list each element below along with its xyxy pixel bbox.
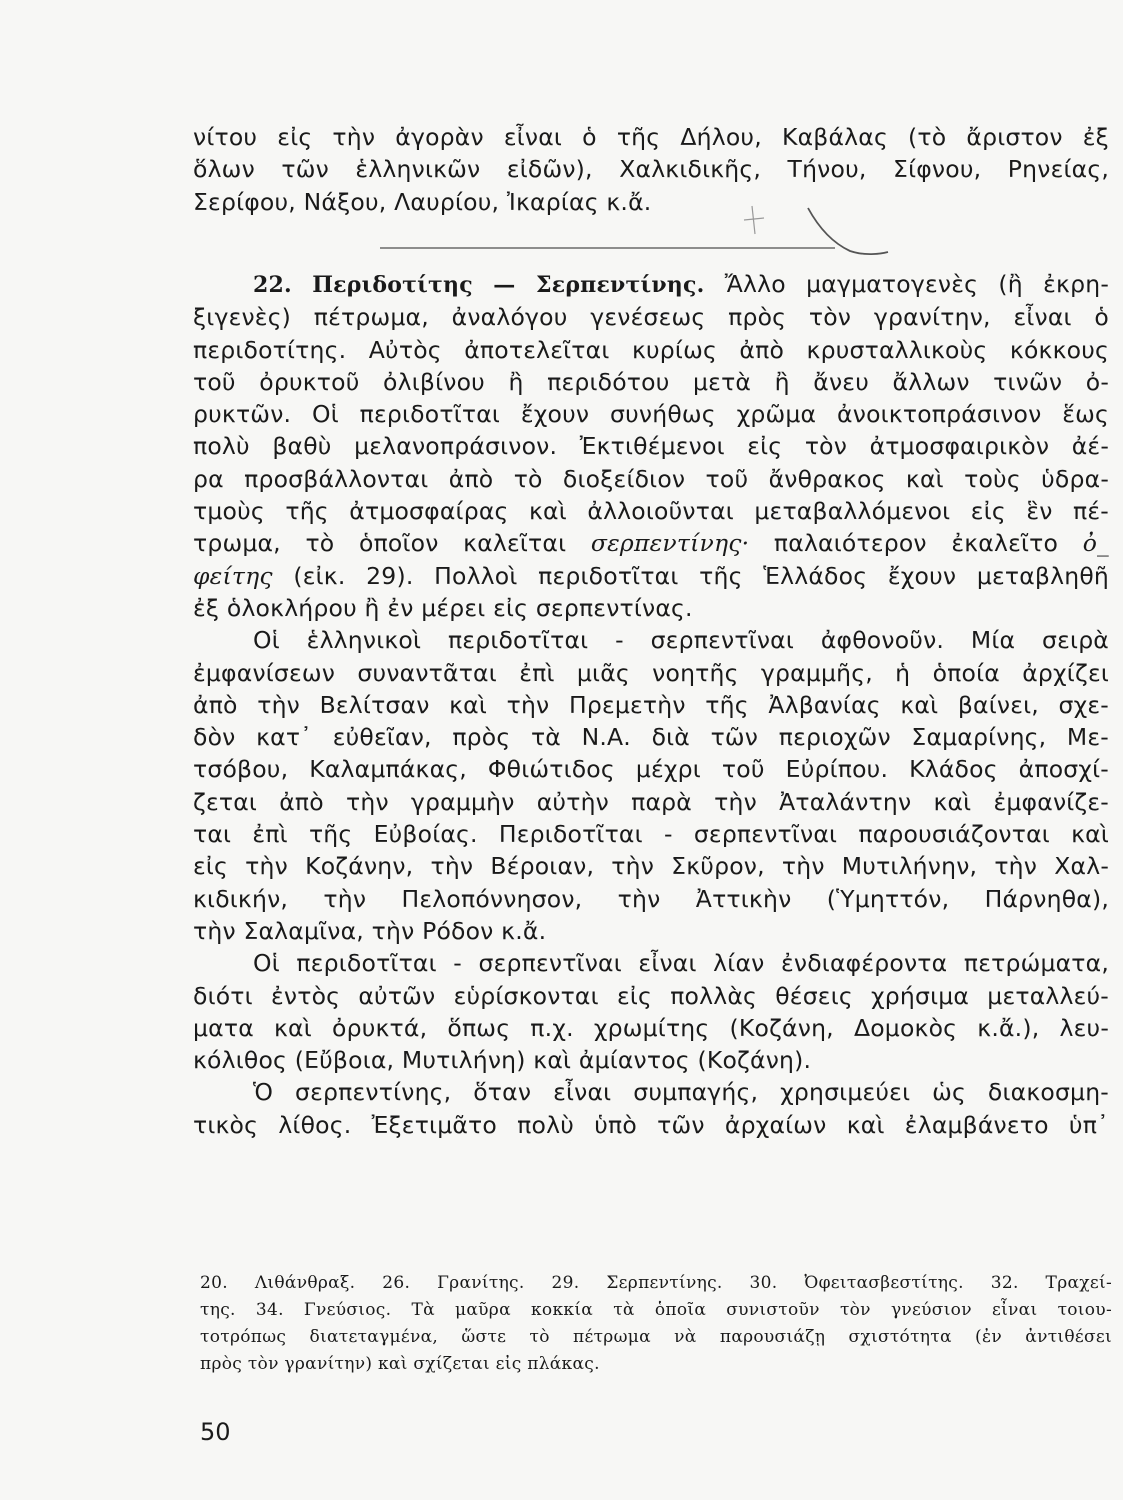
text-line: περιδοτίτης. Αὐτὸς ἀποτελεῖται κυρίως ἀπὸ κρυσταλλικοὺς κόκκους [193,335,1109,364]
section-22 [193,268,1109,1141]
section-heading-line [193,268,1109,301]
text-line: διότι ἐντὸς αὐτῶν εὑρίσκονται εἰς πολλὰς θέσεις χρήσιμα μεταλλεύ- [193,981,1109,1010]
text-fragment: παλαιότερον ἐκαλεῖτο [773,529,1059,558]
caption-line: πρὸς τὸν γρανίτην) καὶ σχίζεται εἰς πλάκας. [200,1354,600,1374]
text-line: ται ἐπὶ τῆς Εὐβοίας. Περιδοτῖται - σερπεντῖναι παρουσιάζονται καὶ [193,820,1109,849]
section-number: 22. [253,272,292,298]
italic-term: σερπεντίνης· [590,529,750,558]
text-line: ὅλων τῶν ἑλληνικῶν εἰδῶν), Χαλκιδικῆς, Τήνου, Σίφνου, Ρηνείας, [193,155,1109,184]
text-line: πολὺ βαθὺ μελανοπράσινον. Ἐκτιθέμενοι εἰς τὸν ἀτμοσφαιρικὸν ἀέ- [193,432,1109,461]
text-fragment: Ἄλλο μαγματογενὲς (ἢ ἐκρη- [724,270,1109,298]
italic-term: φείτης [193,561,273,590]
text-line: ἀπὸ τὴν Βελίτσαν καὶ τὴν Πρεμετὴν τῆς Ἀλβανίας καὶ βαίνει, σχε- [193,690,1109,719]
caption-line: της. 34. Γνεύσιος. Τὰ μαῦρα κοκκία τὰ ὁποῖα συνιστοῦν τὸν γνεύσιον εἶναι τοιου- [200,1300,1112,1320]
text-line: νίτου εἰς τὴν ἀγορὰν εἶναι ὁ τῆς Δήλου, Καβάλας (τὸ ἄριστον ἐξ [193,123,1109,151]
text-line: εἰς τὴν Κοζάνην, τὴν Βέροιαν, τὴν Σκῦρον, τὴν Μυτιλήνην, τὴν Χαλ- [193,852,1109,881]
text-line: τοῦ ὀρυκτοῦ ὀλιβίνου ἢ περιδότου μετὰ ἢ ἄνευ ἄλλων τινῶν ὀ- [193,367,1109,396]
figure-captions [200,1270,1112,1378]
pencil-annotation [380,196,890,260]
text-line: Ὁ σερπεντίνης, ὅταν εἶναι συμπαγής, χρησιμεύει ὡς διακοσμη- [253,1078,1109,1107]
text-line: ρα προσβάλλονται ἀπὸ τὸ διοξείδιον τοῦ ἄνθρακος καὶ τοὺς ὑδρα- [193,464,1109,493]
text-line: Σερίφου, Νάξου, Λαυρίου, Ἰκαρίας κ.ἄ. [193,187,652,216]
section-title: Περιδοτίτης — Σερπεντίνης. [312,272,705,298]
text-line: ματα καὶ ὀρυκτά, ὅπως π.χ. χρωμίτης (Κοζάνη, Δομοκὸς κ.ἄ.), λευ- [193,1013,1109,1042]
text-line: Οἱ περιδοτῖται - σερπεντῖναι εἶναι λίαν ἐνδιαφέροντα πετρώματα, [253,949,1109,978]
caption-line: τοτρόπως διατεταγμένα, ὥστε τὸ πέτρωμα νὰ παρουσιάζῃ σχιστότητα (ἐν ἀντιθέσει [200,1327,1112,1347]
text-line: ζεται ἀπὸ τὴν γραμμὴν αὐτὴν παρὰ τὴν Ἀταλάντην καὶ ἐμφανίζε- [193,787,1109,816]
text-line: τικὸς λίθος. Ἐξετιμᾶτο πολὺ ὑπὸ τῶν ἀρχαίων καὶ ἐλαμβάνετο ὑπ᾽ [193,1110,1109,1139]
text-fragment: τρωμα, τὸ ὁποῖον καλεῖται [193,529,567,558]
text-line: τσόβου, Καλαμπάκας, Φθιώτιδος μέχρι τοῦ Εὐρίπου. Κλάδος ἀποσχί- [193,755,1109,784]
text-line: ἐμφανίσεων συναντᾶται ἐπὶ μιᾶς νοητῆς γραμμῆς, ἡ ὁποία ἀρχίζει [193,658,1109,687]
text-line: κόλιθος (Εὔβοια, Μυτιλήνη) καὶ ἀμίαντος (Κοζάνη). [193,1046,812,1075]
text-line: ἐξ ὁλοκλήρου ἢ ἐν μέρει εἰς σερπεντίνας. [193,593,693,622]
text-line [193,560,1109,592]
text-fragment: (εἰκ. 29). Πολλοὶ περιδοτῖται τῆς Ἑλλάδος ἔχουν μεταβληθῆ [293,561,1109,590]
text-line [193,527,1109,559]
italic-term: ὀ_ [1082,529,1110,558]
text-line: τμοὺς τῆς ἀτμοσφαίρας καὶ ἀλλοιοῦνται μεταβαλλόμενοι εἰς ἓν πέ- [193,497,1109,526]
text-line: δὸν κατ᾽ εὐθεῖαν, πρὸς τὰ Ν.Α. διὰ τῶν περιοχῶν Σαμαρίνης, Με- [193,723,1109,752]
text-line: ρυκτῶν. Οἱ περιδοτῖται ἔχουν συνήθως χρῶμα ἀνοικτοπράσινον ἕως [193,400,1109,429]
text-line: ξιγενὲς) πέτρωμα, ἀναλόγου γενέσεως πρὸς τὸν γρανίτην, εἶναι ὁ [193,303,1109,332]
page-number: 50 [200,1418,231,1446]
text-line: κιδικήν, τὴν Πελοπόννησον, τὴν Ἀττικὴν (Ὑμηττόν, Πάρνηθα), [193,884,1109,913]
text-line: τὴν Σαλαμῖνα, τὴν Ρόδον κ.ἄ. [193,916,547,945]
text-line: Οἱ ἑλληνικοὶ περιδοτῖται - σερπεντῖναι ἀφθονοῦν. Μία σειρὰ [253,626,1109,655]
caption-line: 20. Λιθάνθραξ. 26. Γρανίτης. 29. Σερπεντίνης. 30. Ὀφειτασβεστίτης. 32. Τραχεί- [200,1273,1112,1293]
